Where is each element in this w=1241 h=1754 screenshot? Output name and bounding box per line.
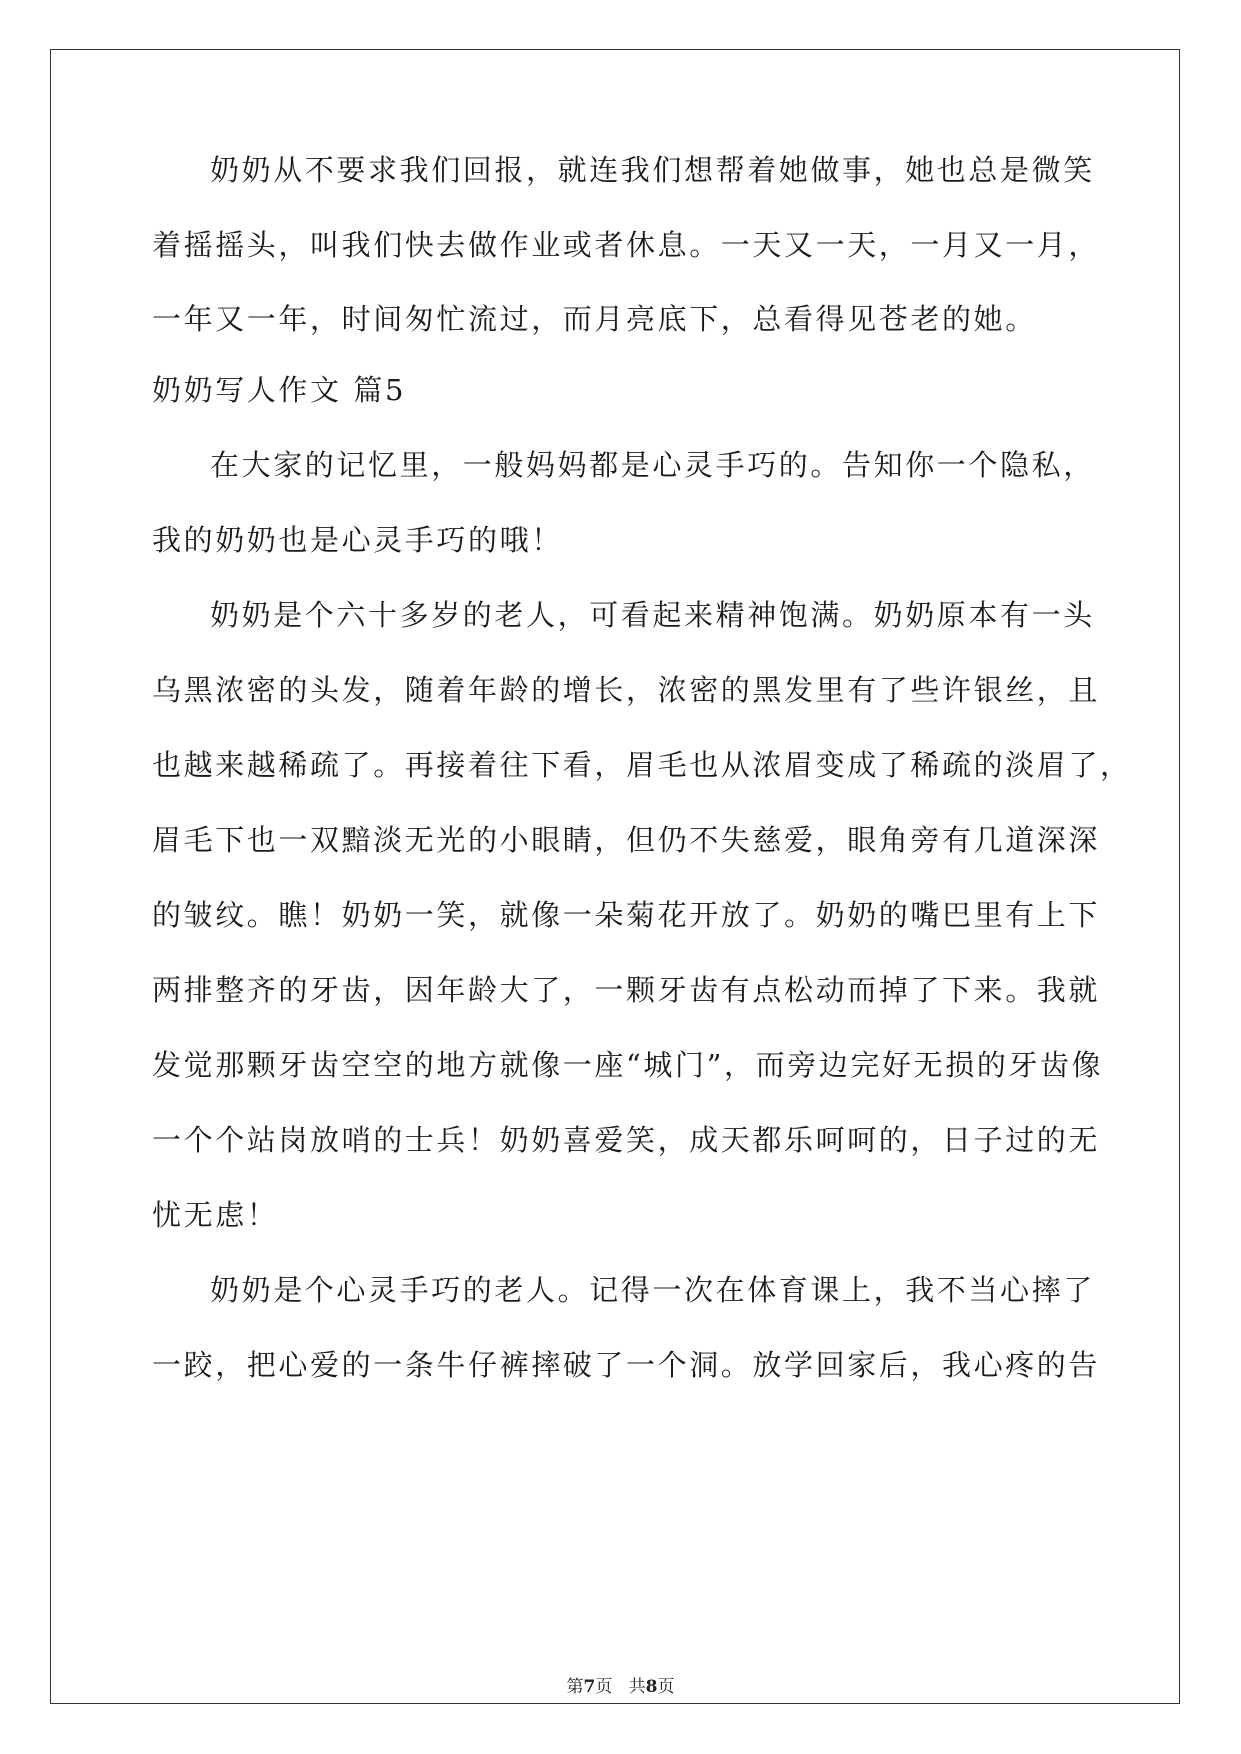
text-line: 奶奶是个心灵手巧的老人。记得一次在体育课上，我不当心摔了 [210,1273,1095,1307]
text-line: 一年又一年，时间匆忙流过，而月亮底下，总看得见苍老的她。 [152,302,1037,336]
page-footer [0,1676,1241,1698]
text-line: 两排整齐的牙齿，因年龄大了，一颗牙齿有点松动而掉了下来。我就 [152,973,1101,1007]
text-line: 乌黑浓密的头发，随着年龄的增长，浓密的黑发里有了些许银丝，且 [152,673,1101,707]
page-border [50,49,1180,1704]
footer-prefix: 第 [566,1677,584,1697]
current-page-number: 7 [583,1677,596,1697]
section-heading: 奶奶写人作文 篇5 [152,373,407,407]
footer-suffix: 页 [657,1677,675,1697]
total-page-number: 8 [645,1677,658,1697]
text-line: 一跤，把心爱的一条牛仔裤摔破了一个洞。放学回家后，我心疼的告 [152,1348,1101,1382]
text-line: 一个个站岗放哨的士兵！奶奶喜爱笑，成天都乐呵呵的，日子过的无 [152,1123,1101,1157]
text-line: 眉毛下也一双黯淡无光的小眼睛，但仍不失慈爱，眼角旁有几道深深 [152,823,1101,857]
text-line: 忧无虑！ [152,1198,279,1232]
text-line: 在大家的记忆里，一般妈妈都是心灵手巧的。告知你一个隐私， [210,448,1095,482]
text-line: 奶奶是个六十多岁的老人，可看起来精神饱满。奶奶原本有一头 [210,598,1095,632]
text-line: 的皱纹。瞧！奶奶一笑，就像一朵菊花开放了。奶奶的嘴巴里有上下 [152,898,1101,932]
text-line: 也越来越稀疏了。再接着往下看，眉毛也从浓眉变成了稀疏的淡眉了， [152,748,1132,782]
text-line: 发觉那颗牙齿空空的地方就像一座“城门”，而旁边完好无损的牙齿像 [152,1048,1104,1082]
footer-middle: 页 共 [595,1677,646,1697]
text-line: 奶奶从不要求我们回报，就连我们想帮着她做事，她也总是微笑 [210,153,1095,187]
text-line: 着摇摇头，叫我们快去做作业或者休息。一天又一天，一月又一月， [152,228,1101,262]
text-line: 我的奶奶也是心灵手巧的哦！ [152,523,563,557]
